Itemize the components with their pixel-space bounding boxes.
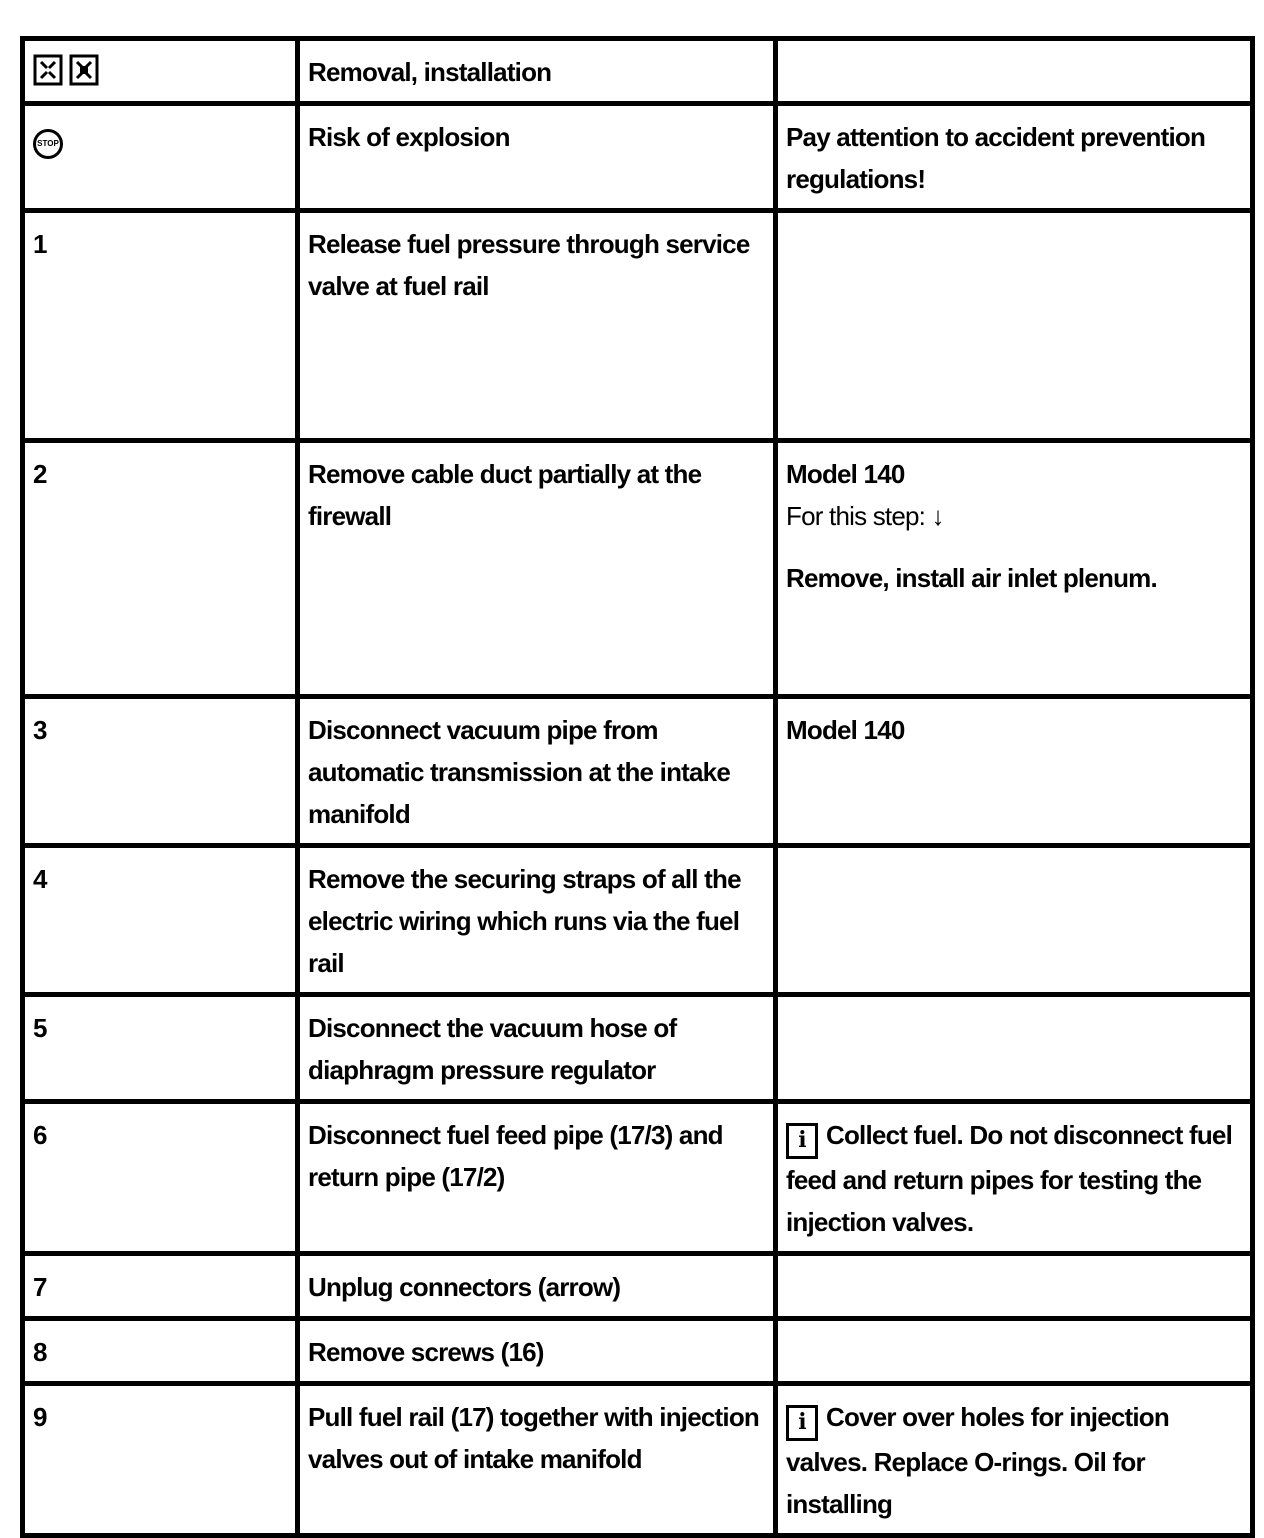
table-row [23,697,1253,846]
note-text: Cover over holes for injection valves. Replace O-rings. Oil for installing [786,1402,1169,1519]
step-note [776,441,1253,697]
header-icons-cell [23,39,298,104]
step-note [776,1254,1253,1319]
table-row [23,211,1253,441]
step-text: Release fuel pressure through service valve at fuel rail [298,211,776,441]
note-model: Model 140 [786,459,905,489]
installation-icon [69,54,99,86]
step-text: Remove cable duct partially at the firewall [298,441,776,697]
step-text: Disconnect vacuum pipe from automatic transmission at the intake manifold [298,697,776,846]
table-row [23,846,1253,995]
step-text: Disconnect fuel feed pipe (17/3) and return pipe (17/2) [298,1102,776,1254]
step-note [776,211,1253,441]
header-note [776,39,1253,104]
step-number: 1 [23,211,298,441]
warning-icon-cell [23,104,298,211]
removal-icon [33,54,63,86]
table-row [23,441,1253,697]
header-title: Removal, installation [298,39,776,104]
table-row [23,1384,1253,1536]
step-number: 4 [23,846,298,995]
table-row [23,1319,1253,1384]
warning-note: Pay attention to accident prevention regulations! [776,104,1253,211]
step-number: 6 [23,1102,298,1254]
info-icon: i [786,1405,818,1441]
step-note [776,1319,1253,1384]
stop-icon: STOP [33,129,63,159]
step-text: Pull fuel rail (17) together with injection valves out of intake manifold [298,1384,776,1536]
step-number: 9 [23,1384,298,1536]
procedure-table [20,36,1255,1538]
step-number: 7 [23,1254,298,1319]
step-note [776,995,1253,1102]
note-extra: Remove, install air inlet plenum. [786,563,1157,593]
step-text: Unplug connectors (arrow) [298,1254,776,1319]
step-number: 2 [23,441,298,697]
step-text: Remove the securing straps of all the electric wiring which runs via the fuel rail [298,846,776,995]
step-note: Model 140 [776,697,1253,846]
step-number: 8 [23,1319,298,1384]
step-number: 5 [23,995,298,1102]
note-text: Collect fuel. Do not disconnect fuel feed and return pipes for testing the injection valves. [786,1120,1233,1237]
step-number: 3 [23,697,298,846]
table-row [23,1102,1253,1254]
note-line: For this step: ↓ [786,501,944,531]
table-row [23,1254,1253,1319]
table-row [23,995,1253,1102]
warning-text: Risk of explosion [298,104,776,211]
step-text: Disconnect the vacuum hose of diaphragm pressure regulator [298,995,776,1102]
step-text: Remove screws (16) [298,1319,776,1384]
step-note [776,846,1253,995]
header-row [23,39,1253,104]
info-icon: i [786,1123,818,1159]
warning-row [23,104,1253,211]
step-note [776,1384,1253,1536]
step-note [776,1102,1253,1254]
